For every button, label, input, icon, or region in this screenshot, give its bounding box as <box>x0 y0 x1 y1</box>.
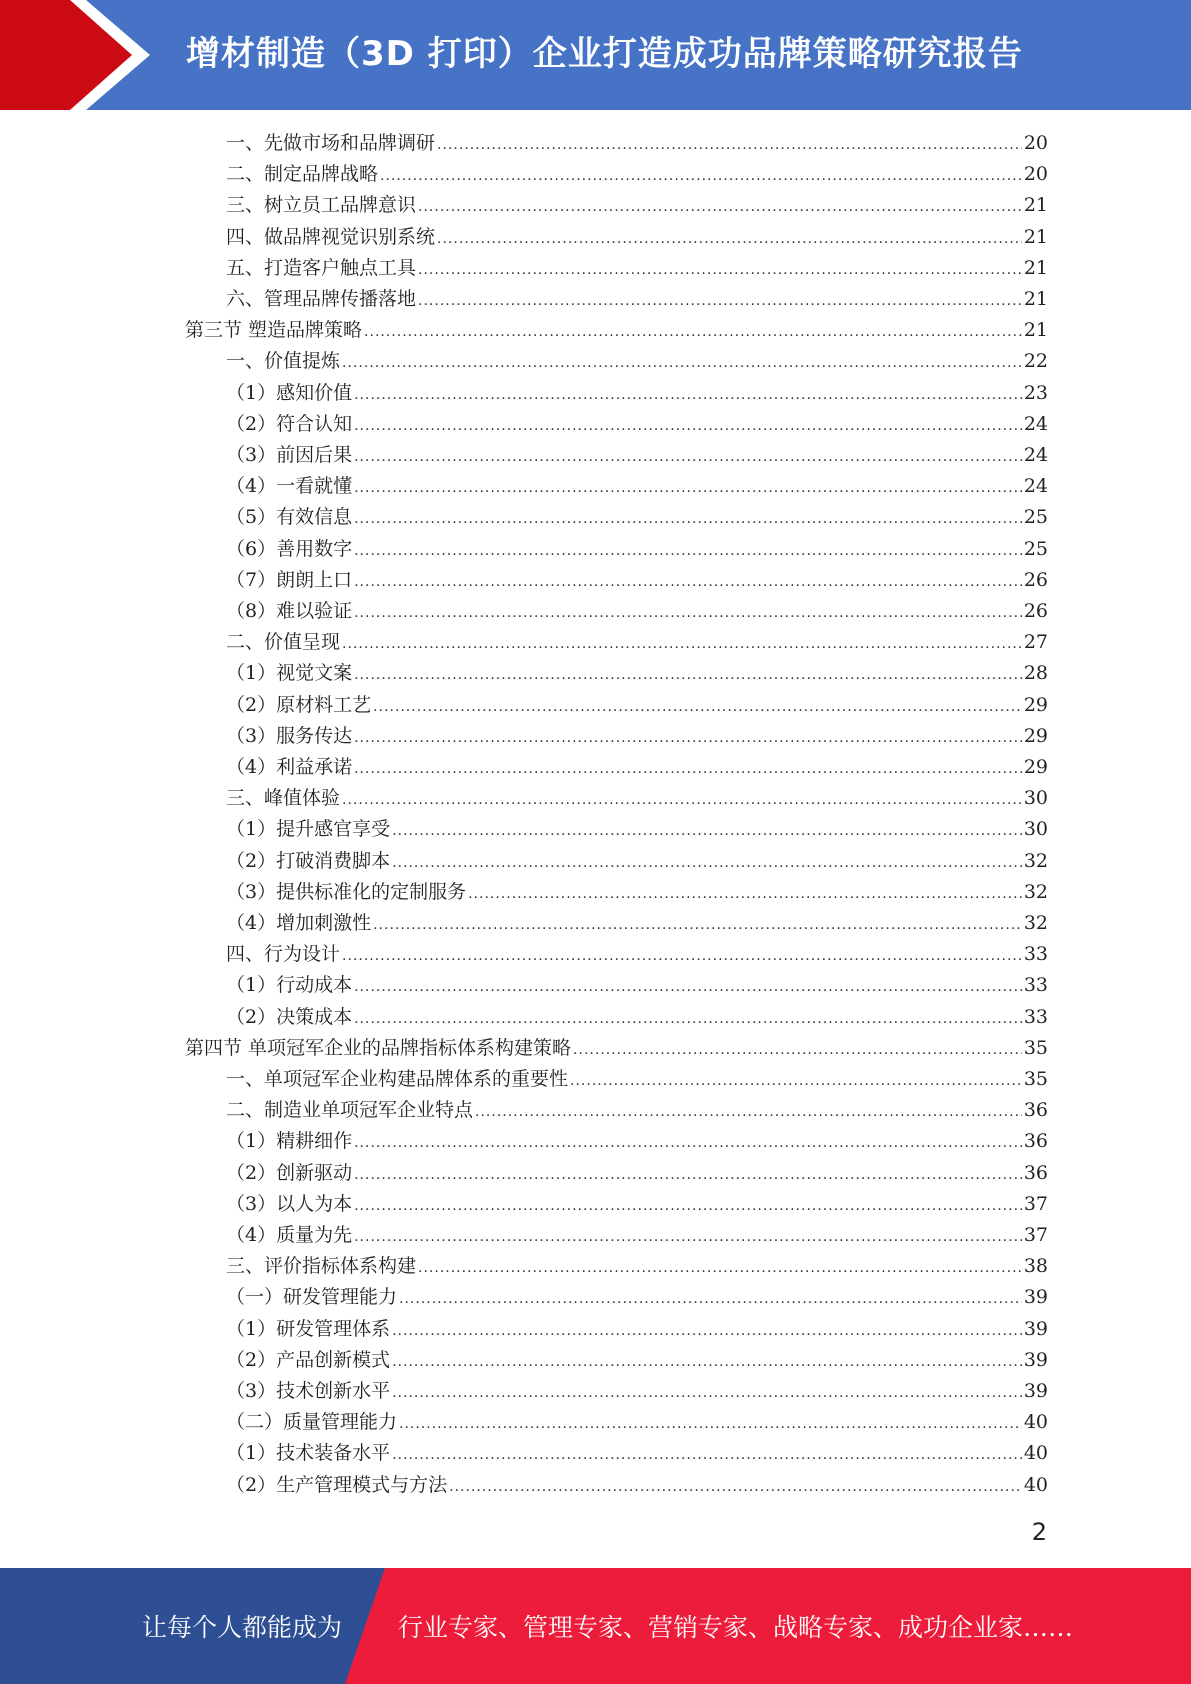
toc-entry-page: 39 <box>1023 1317 1048 1340</box>
toc-entry-title: （3）服务传达 <box>226 724 353 747</box>
toc-entry-page: 21 <box>1023 256 1048 279</box>
toc-entry[interactable] <box>226 1126 1048 1157</box>
toc-entry-page: 35 <box>1023 1068 1048 1090</box>
toc-entry-title: 第四节 单项冠军企业的品牌指标体系构建策略 <box>185 1036 572 1059</box>
footer-slogan-right: 行业专家、管理专家、营销专家、战略专家、成功企业家…… <box>398 1613 1074 1642</box>
toc-entry-title: 一、价值提炼 <box>226 350 341 373</box>
toc-entry-page: 39 <box>1023 1348 1048 1371</box>
toc-entry-page: 22 <box>1023 350 1048 373</box>
toc-entry-page: 24 <box>1023 444 1048 466</box>
toc-entry-page: 40 <box>1023 1442 1048 1465</box>
toc-dot-leader <box>342 785 1022 816</box>
toc-dot-leader <box>399 1284 1022 1315</box>
toc-dot-leader <box>342 629 1022 660</box>
toc-entry-page: 24 <box>1023 475 1048 498</box>
toc-entry-page: 33 <box>1023 943 1048 966</box>
toc-entry[interactable] <box>226 440 1048 471</box>
toc-entry-page: 37 <box>1023 1192 1048 1215</box>
toc-entry[interactable] <box>226 534 1048 565</box>
header-chevron-decoration <box>0 0 160 110</box>
toc-entry-page: 36 <box>1023 1099 1048 1122</box>
toc-entry[interactable] <box>226 658 1048 689</box>
toc-dot-leader <box>354 411 1022 442</box>
toc-entry-page: 26 <box>1023 568 1048 591</box>
toc-entry[interactable] <box>226 253 1048 284</box>
toc-dot-leader <box>573 1035 1022 1066</box>
toc-entry[interactable] <box>226 877 1048 908</box>
toc-entry[interactable] <box>226 939 1048 970</box>
toc-entry[interactable] <box>226 190 1048 221</box>
toc-entry-title: （1）行动成本 <box>226 974 353 997</box>
footer-slogan-left: 让每个人都能成为 <box>142 1613 343 1642</box>
toc-entry-title: （3）以人为本 <box>226 1192 353 1215</box>
page-footer <box>0 1568 1191 1684</box>
toc-dot-leader <box>342 348 1022 379</box>
toc-dot-leader <box>418 192 1022 223</box>
toc-entry[interactable] <box>226 128 1048 159</box>
toc-entry-title: （二）质量管理能力 <box>226 1411 398 1434</box>
toc-entry-title: （5）有效信息 <box>226 506 353 529</box>
toc-entry[interactable] <box>226 1158 1048 1189</box>
toc-entry-page: 21 <box>1023 288 1048 310</box>
toc-entry-title: （2）生产管理模式与方法 <box>226 1473 448 1496</box>
toc-dot-leader <box>437 224 1022 255</box>
toc-entry[interactable] <box>226 1095 1048 1126</box>
toc-dot-leader <box>354 660 1022 691</box>
toc-entry[interactable] <box>226 1002 1048 1033</box>
toc-dot-leader <box>354 723 1022 754</box>
toc-dot-leader <box>354 536 1022 567</box>
toc-dot-leader <box>354 1191 1022 1222</box>
toc-entry-page: 32 <box>1023 880 1048 903</box>
toc-entry-page: 27 <box>1023 631 1048 654</box>
toc-dot-leader <box>392 1378 1022 1409</box>
toc-entry-title: （3）提供标准化的定制服务 <box>226 880 467 903</box>
toc-entry-title: （2）决策成本 <box>226 1005 353 1028</box>
toc-entry-title: （6）善用数字 <box>226 537 353 560</box>
toc-entry-page: 33 <box>1023 974 1048 997</box>
toc-entry[interactable] <box>226 970 1048 1001</box>
toc-entry-page: 29 <box>1023 693 1048 716</box>
toc-entry[interactable] <box>226 1064 1048 1095</box>
toc-entry-title: 二、制定品牌战略 <box>226 163 379 186</box>
toc-entry-page: 35 <box>1023 1036 1048 1059</box>
toc-entry-title: （1）感知价值 <box>226 381 353 404</box>
toc-entry[interactable] <box>226 1189 1048 1220</box>
toc-dot-leader <box>354 567 1022 598</box>
toc-entry-page: 21 <box>1023 194 1048 217</box>
toc-entry-page: 40 <box>1023 1473 1048 1496</box>
toc-entry[interactable] <box>226 1345 1048 1376</box>
toc-dot-leader <box>392 1316 1022 1347</box>
toc-entry-page: 20 <box>1023 163 1048 186</box>
toc-entry-title: （2）符合认知 <box>226 412 353 435</box>
toc-dot-leader <box>354 1222 1022 1253</box>
page-number: 2 <box>1031 1518 1047 1546</box>
toc-entry-title: （1）视觉文案 <box>226 662 353 685</box>
toc-dot-leader <box>418 286 1022 317</box>
toc-entry-title: （4）一看就懂 <box>226 475 353 498</box>
toc-dot-leader <box>373 910 1022 941</box>
toc-entry[interactable] <box>185 315 1048 346</box>
toc-dot-leader <box>354 504 1022 535</box>
toc-entry-page: 36 <box>1023 1161 1048 1184</box>
toc-entry-title: （4）利益承诺 <box>226 756 353 778</box>
toc-entry[interactable] <box>226 721 1048 752</box>
toc-entry[interactable] <box>226 1438 1048 1469</box>
toc-dot-leader <box>380 161 1022 192</box>
toc-entry[interactable] <box>226 502 1048 533</box>
toc-dot-leader <box>475 1097 1022 1128</box>
toc-dot-leader <box>354 442 1022 473</box>
toc-entry[interactable] <box>226 378 1048 409</box>
toc-dot-leader <box>354 972 1022 1003</box>
page-header <box>0 0 1191 110</box>
toc-entry-title: 第三节 塑造品牌策略 <box>185 319 363 342</box>
toc-entry-page: 29 <box>1023 756 1048 778</box>
toc-entry-title: （一）研发管理能力 <box>226 1286 398 1309</box>
toc-dot-leader <box>418 1253 1022 1284</box>
toc-entry-page: 32 <box>1023 912 1048 934</box>
toc-dot-leader <box>354 1128 1022 1159</box>
toc-entry-title: 四、做品牌视觉识别系统 <box>226 225 436 248</box>
toc-entry-page: 40 <box>1023 1411 1048 1434</box>
toc-entry-title: （1）研发管理体系 <box>226 1317 391 1340</box>
toc-entry-title: （2）创新驱动 <box>226 1161 353 1184</box>
toc-entry[interactable] <box>226 908 1048 939</box>
toc-entry[interactable] <box>226 814 1048 845</box>
toc-entry-title: （8）难以验证 <box>226 600 353 622</box>
toc-entry[interactable] <box>226 1220 1048 1251</box>
toc-dot-leader <box>392 1347 1022 1378</box>
toc-entry-page: 23 <box>1023 381 1048 404</box>
toc-entry-title: （1）技术装备水平 <box>226 1442 391 1465</box>
toc-entry[interactable] <box>226 690 1048 721</box>
toc-entry-page: 39 <box>1023 1286 1048 1309</box>
toc-entry-page: 24 <box>1023 412 1048 435</box>
toc-entry-page: 21 <box>1023 319 1048 342</box>
toc-entry-page: 25 <box>1023 537 1048 560</box>
toc-entry[interactable] <box>226 284 1048 315</box>
toc-entry[interactable] <box>226 565 1048 596</box>
toc-entry-title: 五、打造客户触点工具 <box>226 256 417 279</box>
toc-entry[interactable] <box>226 752 1048 783</box>
toc-entry-title: 一、先做市场和品牌调研 <box>226 132 436 154</box>
toc-dot-leader <box>354 754 1022 785</box>
toc-dot-leader <box>418 255 1022 286</box>
toc-entry[interactable] <box>226 627 1048 658</box>
toc-entry-page: 32 <box>1023 849 1048 872</box>
toc-entry[interactable] <box>226 846 1048 877</box>
toc-entry[interactable] <box>226 1407 1048 1438</box>
toc-entry-title: （7）朗朗上口 <box>226 568 353 591</box>
toc-entry[interactable] <box>226 1470 1048 1501</box>
toc-entry[interactable] <box>226 1376 1048 1407</box>
toc-entry-title: （4）增加刺激性 <box>226 912 372 934</box>
toc-entry-title: 一、单项冠军企业构建品牌体系的重要性 <box>226 1068 569 1090</box>
toc-entry-title: （2）产品创新模式 <box>226 1348 391 1371</box>
toc-dot-leader <box>437 130 1022 161</box>
toc-entry-page: 30 <box>1023 787 1048 810</box>
toc-entry-title: （2）原材料工艺 <box>226 693 372 716</box>
toc-dot-leader <box>399 1409 1022 1440</box>
toc-dot-leader <box>354 1160 1022 1191</box>
toc-entry-page: 38 <box>1023 1255 1048 1278</box>
toc-entry-title: （4）质量为先 <box>226 1224 353 1246</box>
toc-entry-page: 26 <box>1023 600 1048 622</box>
toc-dot-leader <box>392 848 1022 879</box>
toc-entry[interactable] <box>226 159 1048 190</box>
toc-entry-page: 30 <box>1023 818 1048 841</box>
toc-entry-title: 三、峰值体验 <box>226 787 341 810</box>
toc-entry[interactable] <box>226 783 1048 814</box>
toc-entry-page: 36 <box>1023 1130 1048 1153</box>
report-title: 增材制造（3D 打印）企业打造成功品牌策略研究报告 <box>186 34 1023 74</box>
toc-dot-leader <box>354 380 1022 411</box>
toc-entry-page: 39 <box>1023 1380 1048 1402</box>
toc-entry-title: （3）技术创新水平 <box>226 1380 391 1402</box>
toc-entry-title: （3）前因后果 <box>226 444 353 466</box>
toc-entry-title: 六、管理品牌传播落地 <box>226 288 417 310</box>
toc-entry-page: 20 <box>1023 132 1048 154</box>
toc-entry[interactable] <box>226 1314 1048 1345</box>
toc-entry[interactable] <box>226 1282 1048 1313</box>
toc-entry-title: （1）提升感官享受 <box>226 818 391 841</box>
toc-entry[interactable] <box>226 596 1048 627</box>
toc-entry-title: 二、价值呈现 <box>226 631 341 654</box>
toc-entry-title: （2）打破消费脚本 <box>226 849 391 872</box>
toc-dot-leader <box>342 941 1022 972</box>
toc-entry-title: （1）精耕细作 <box>226 1130 353 1153</box>
toc-dot-leader <box>392 816 1022 847</box>
toc-entry-title: 四、行为设计 <box>226 943 341 966</box>
toc-dot-leader <box>468 879 1022 910</box>
toc-entry[interactable] <box>226 1251 1048 1282</box>
toc-dot-leader <box>570 1066 1022 1097</box>
toc-entry-title: 二、制造业单项冠军企业特点 <box>226 1099 474 1122</box>
toc-entry[interactable] <box>226 409 1048 440</box>
toc-entry[interactable] <box>185 1033 1048 1064</box>
toc-entry[interactable] <box>226 471 1048 502</box>
toc-dot-leader <box>354 1004 1022 1035</box>
toc-dot-leader <box>392 1440 1022 1471</box>
toc-entry-page: 33 <box>1023 1005 1048 1028</box>
toc-dot-leader <box>364 317 1022 348</box>
toc-dot-leader <box>354 598 1022 629</box>
toc-entry[interactable] <box>226 346 1048 377</box>
toc-entry-page: 25 <box>1023 506 1048 529</box>
toc-dot-leader <box>373 692 1022 723</box>
toc-dot-leader <box>354 473 1022 504</box>
toc-entry-title: 三、树立员工品牌意识 <box>226 194 417 217</box>
toc-entry-title: 三、评价指标体系构建 <box>226 1255 417 1278</box>
toc-entry[interactable] <box>226 222 1048 253</box>
toc-entry-page: 21 <box>1023 225 1048 248</box>
toc-entry-page: 37 <box>1023 1224 1048 1246</box>
toc-entry-page: 28 <box>1023 662 1048 685</box>
toc-dot-leader <box>449 1472 1022 1503</box>
toc-entry-page: 29 <box>1023 724 1048 747</box>
